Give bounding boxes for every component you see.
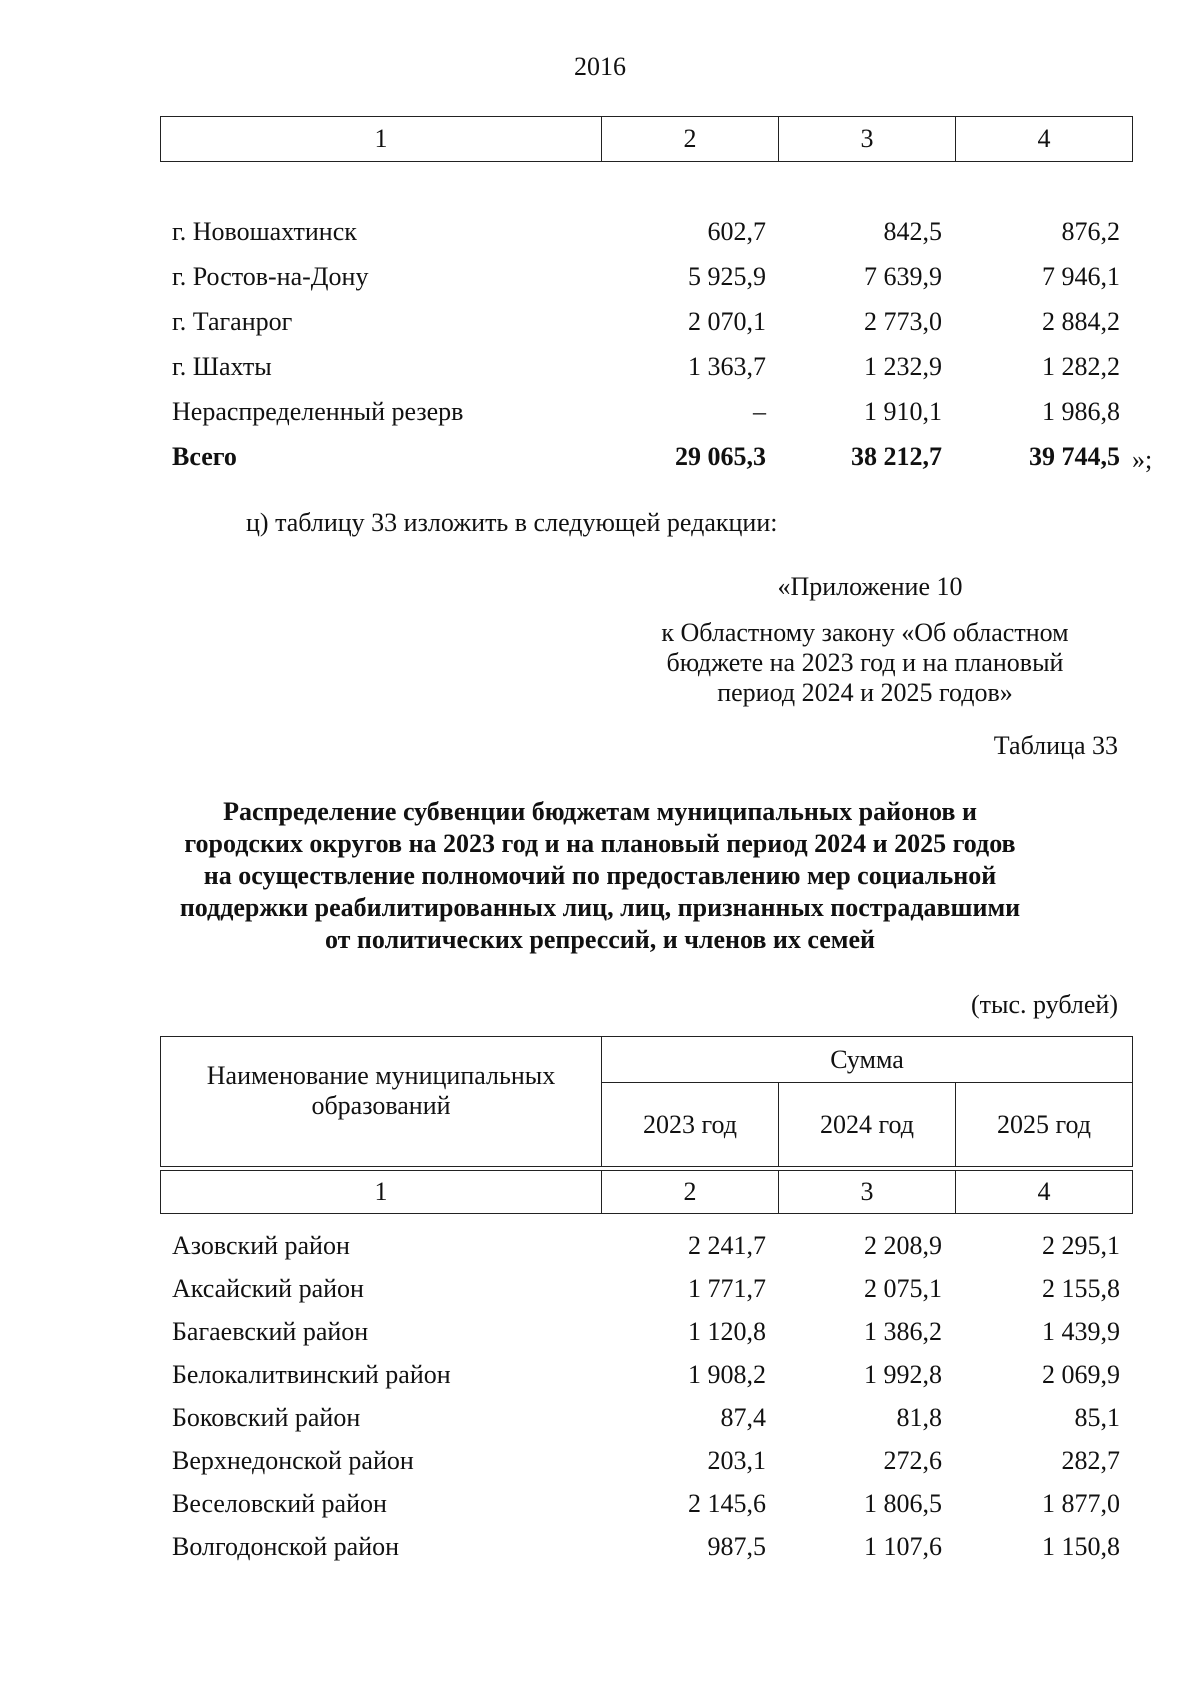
units-label: (тыс. рублей) <box>970 990 1118 1019</box>
table-row <box>172 212 1122 252</box>
value-2023: 2 241,7 <box>688 1231 766 1260</box>
closing-quote-mark: »; <box>1132 445 1153 474</box>
table-row <box>172 1484 1122 1524</box>
header-year-2024: 2024 год <box>779 1083 956 1167</box>
heading-line: Распределение субвенции бюджетам муниципальных районов и <box>223 797 977 826</box>
municipality-name: г. Новошахтинск <box>172 217 357 246</box>
municipality-name: г. Таганрог <box>172 307 293 336</box>
value-2025: 2 155,8 <box>1042 1274 1120 1303</box>
table-row <box>172 1269 1122 1309</box>
municipality-name: Аксайский район <box>172 1274 364 1303</box>
table-row <box>172 392 1122 432</box>
value-2025: 1 877,0 <box>1042 1489 1120 1518</box>
total-row <box>172 437 1122 477</box>
value-2024: 1 910,1 <box>864 397 942 426</box>
value-2025: 85,1 <box>1074 1403 1120 1432</box>
amendment-instruction: ц) таблицу 33 изложить в следующей редакции: <box>246 508 778 537</box>
law-line: к Областному закону «Об областном <box>661 618 1069 647</box>
col-number: 2 <box>602 1171 779 1214</box>
table-row <box>172 1398 1122 1438</box>
value-2025: 7 946,1 <box>1042 262 1120 291</box>
municipality-name: г. Ростов-на-Дону <box>172 262 369 291</box>
total-2023: 29 065,3 <box>675 442 766 471</box>
value-2023: 2 145,6 <box>688 1489 766 1518</box>
appendix-law-reference <box>620 618 1110 708</box>
header-sum: Сумма <box>602 1037 1133 1083</box>
value-2024: 1 992,8 <box>864 1360 942 1389</box>
value-2024: 2 208,9 <box>864 1231 942 1260</box>
municipality-name: Волгодонской район <box>172 1532 400 1561</box>
col-number: 1 <box>161 117 602 162</box>
heading-line: поддержки реабилитированных лиц, лиц, признанных пострадавшими <box>179 893 1021 922</box>
value-2025: 1 150,8 <box>1042 1532 1120 1561</box>
value-2023: 987,5 <box>707 1532 766 1561</box>
value-2024: 81,8 <box>896 1403 942 1432</box>
table-row <box>172 1527 1122 1567</box>
value-2025: 2 884,2 <box>1042 307 1120 336</box>
header-year-2025: 2025 год <box>956 1083 1133 1167</box>
table-row <box>172 302 1122 342</box>
total-2024: 38 212,7 <box>851 442 942 471</box>
value-2024: 1 806,5 <box>864 1489 942 1518</box>
table-row <box>172 1441 1122 1481</box>
header-municipality-name <box>161 1037 602 1167</box>
col-number: 1 <box>161 1171 602 1214</box>
value-2023: 1 771,7 <box>688 1274 766 1303</box>
value-2023: 602,7 <box>707 217 766 246</box>
main-table-column-numbers <box>160 1170 1133 1214</box>
table-row <box>172 257 1122 297</box>
value-2024: 2 075,1 <box>864 1274 942 1303</box>
value-2025: 2 069,9 <box>1042 1360 1120 1389</box>
value-2024: 1 232,9 <box>864 352 942 381</box>
col-number: 3 <box>779 1171 956 1214</box>
total-label: Всего <box>172 442 237 471</box>
value-2024: 2 773,0 <box>864 307 942 336</box>
value-2023: 5 925,9 <box>688 262 766 291</box>
table-label: Таблица 33 <box>993 731 1118 760</box>
total-2025: 39 744,5 <box>1029 442 1120 471</box>
page-number: 2016 <box>574 52 626 81</box>
col-number: 4 <box>956 1171 1133 1214</box>
col-number: 4 <box>956 117 1133 162</box>
municipality-name: Верхнедонской район <box>172 1446 414 1475</box>
heading-line: городских округов на 2023 год и на плановый период 2024 и 2025 годов <box>184 829 1016 858</box>
municipality-name: Багаевский район <box>172 1317 369 1346</box>
heading-line: от политических репрессий, и членов их семей <box>325 925 875 954</box>
law-line: бюджете на 2023 год и на плановый <box>666 648 1064 677</box>
table-row <box>172 1226 1122 1266</box>
table-row <box>172 347 1122 387</box>
law-line: период 2024 и 2025 годов» <box>717 678 1013 707</box>
value-2023: 2 070,1 <box>688 307 766 336</box>
value-2025: 282,7 <box>1061 1446 1120 1475</box>
header-year-2023: 2023 год <box>602 1083 779 1167</box>
value-2024: 1 107,6 <box>864 1532 942 1561</box>
value-2025: 1 986,8 <box>1042 397 1120 426</box>
header-line: Наименование муниципальных <box>206 1060 556 1090</box>
municipality-name: Нераспределенный резерв <box>172 397 464 426</box>
municipality-name: Боковский район <box>172 1403 361 1432</box>
municipality-name: Азовский район <box>172 1231 350 1260</box>
main-table-header <box>160 1036 1133 1167</box>
value-2025: 2 295,1 <box>1042 1231 1120 1260</box>
value-2023: 87,4 <box>720 1403 766 1432</box>
value-2023: 203,1 <box>707 1446 766 1475</box>
top-table-column-numbers <box>160 116 1133 162</box>
value-2023: 1 363,7 <box>688 352 766 381</box>
value-2024: 272,6 <box>883 1446 942 1475</box>
municipality-name: Белокалитвинский район <box>172 1360 451 1389</box>
col-number: 2 <box>602 117 779 162</box>
value-2023: 1 120,8 <box>688 1317 766 1346</box>
value-2025: 1 282,2 <box>1042 352 1120 381</box>
heading-line: на осуществление полномочий по предоставлению мер социальной <box>203 861 997 890</box>
col-number: 3 <box>779 117 956 162</box>
value-2025: 1 439,9 <box>1042 1317 1120 1346</box>
value-2023: 1 908,2 <box>688 1360 766 1389</box>
table-heading <box>140 796 1060 956</box>
table-row <box>172 1312 1122 1352</box>
municipality-name: г. Шахты <box>172 352 272 381</box>
municipality-name: Веселовский район <box>172 1489 387 1518</box>
header-line: образований <box>311 1090 451 1120</box>
value-2023: – <box>753 397 766 426</box>
value-2024: 1 386,2 <box>864 1317 942 1346</box>
value-2024: 7 639,9 <box>864 262 942 291</box>
table-row <box>172 1355 1122 1395</box>
value-2024: 842,5 <box>883 217 942 246</box>
value-2025: 876,2 <box>1061 217 1120 246</box>
appendix-title: «Приложение 10 <box>777 572 963 601</box>
